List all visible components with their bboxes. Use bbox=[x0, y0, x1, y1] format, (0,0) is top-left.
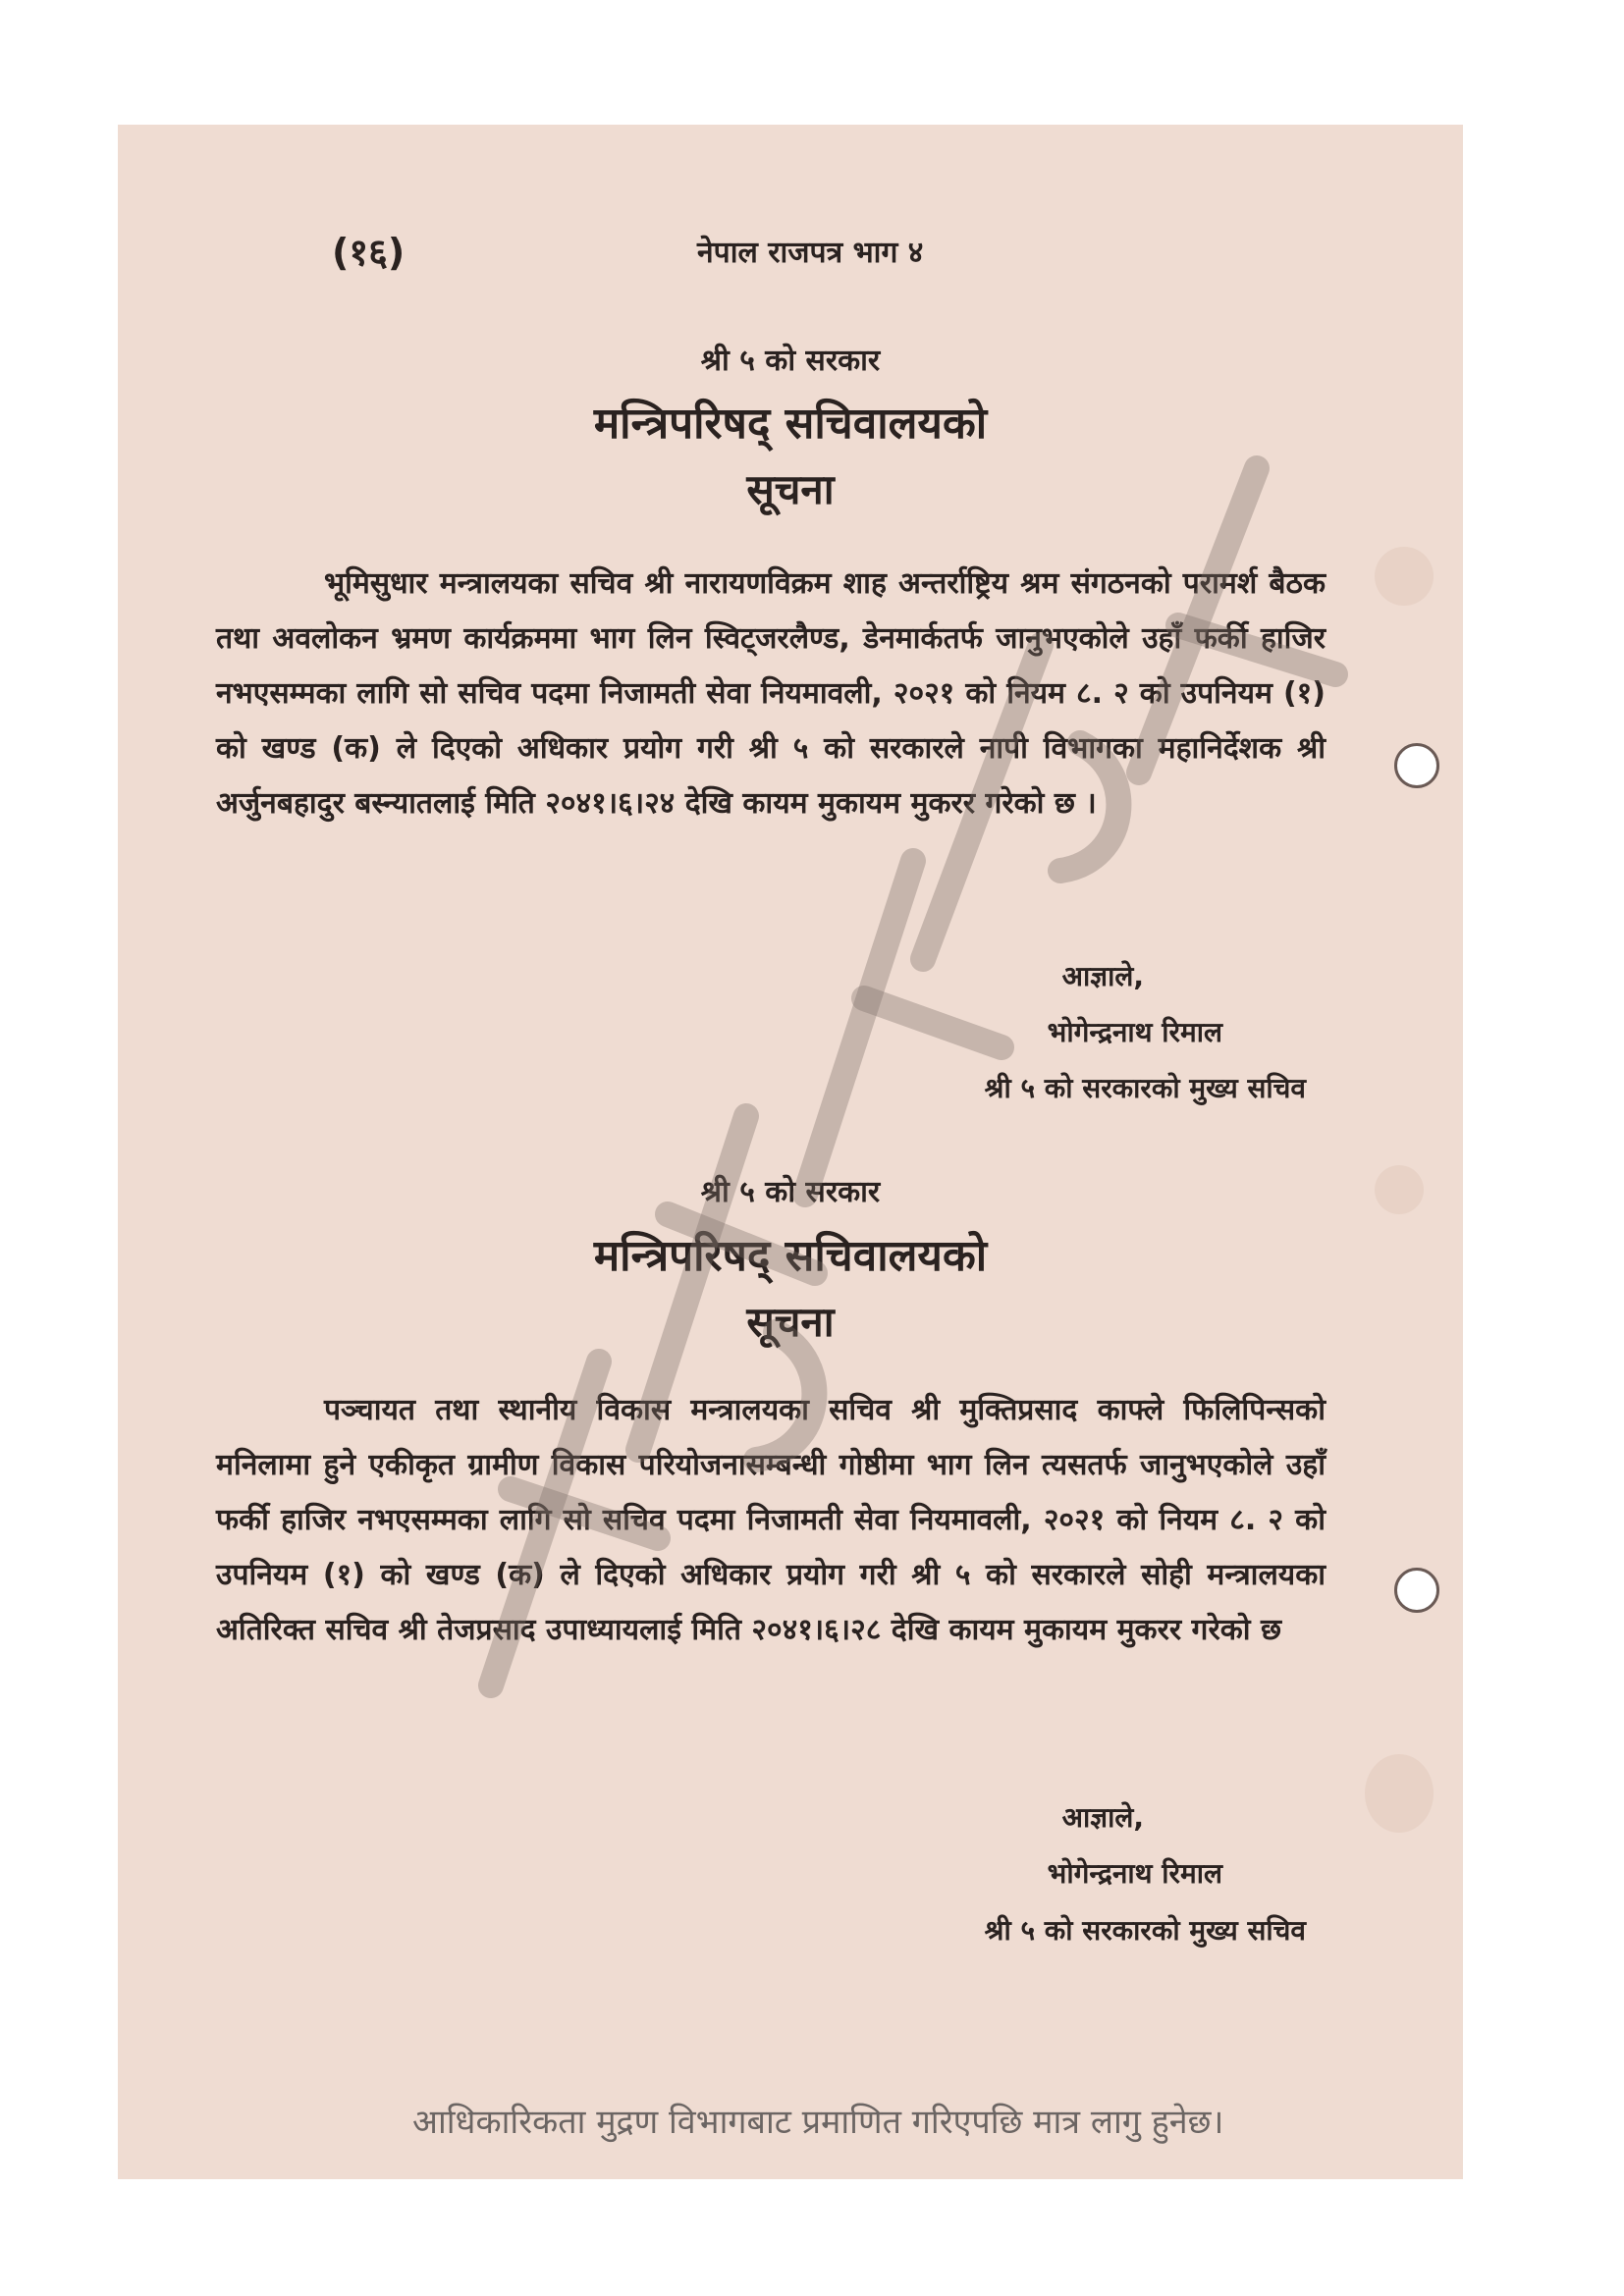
notice-2-by-order: आज्ञाले, bbox=[1061, 1801, 1144, 1834]
notice-1-signatory-name: भोगेन्द्रनाथ रिमाल bbox=[1047, 1016, 1222, 1048]
punch-hole bbox=[1394, 743, 1439, 788]
paper-stain bbox=[1375, 547, 1434, 606]
notice-1-body: भूमिसुधार मन्त्रालयका सचिव श्री नारायणविक्रम शाह अन्तर्राष्ट्रिय श्रम संगठनको परामर्श बैठक तथा अवलोकन भ्रमण कार्यक्रममा भाग लिन स्विट्जरलैण्ड, डेनमार्कतर्फ जानुभएकोले उहाँ फर्की हाजिर नभएसम्मका लागि सो सचिव पदमा निजामती सेवा नियमावली, २०२१ को नियम ८. २ को उपनियम (१) को खण्ड (क) ले दिएको अधिकार प्रयोग गरी श्री ५ को सरकारले नापी विभागका महानिर्देशक श्री अर्जुनबहादुर बस्न्यातलाई मिति २०४१।६।२४ देखि कायम मुकायम मुकरर गरेको छ । bbox=[216, 566, 1326, 821]
notice-2-body: पञ्चायत तथा स्थानीय विकास मन्त्रालयका सचिव श्री मुक्तिप्रसाद काफ्ले फिलिपिन्सको मनिलामा हुने एकीकृत ग्रामीण विकास परियोजनासम्बन्धी गोष्ठीमा भाग लिन त्यसतर्फ जानुभएकोले उहाँ फर्की हाजिर नभएसम्मका लागि सो सचिव पदमा निजामती सेवा नियमावली, २०२१ को नियम ८. २ को उपनियम (१) को खण्ड (क) ले दिएको अधिकार प्रयोग गरी श्री ५ को सरकारले सोही मन्त्रालयका अतिरिक्त सचिव श्री तेजप्रसाद उपाध्यायलाई मिति २०४१।६।२८ देखि कायम मुकायम मुकरर गरेको छ bbox=[216, 1393, 1326, 1647]
notice-1-by-order: आज्ञाले, bbox=[1061, 960, 1144, 992]
notice-1-secretariat: मन्त्रिपरिषद् सचिवालयको bbox=[593, 399, 988, 449]
notice-1-title: सूचना bbox=[746, 465, 835, 513]
gazette-page bbox=[118, 125, 1463, 2179]
notice-2-title: सूचना bbox=[746, 1298, 835, 1346]
page-number: (१६) bbox=[332, 231, 406, 274]
notice-2-signatory-designation: श्री ५ को सरकारको मुख्य सचिव bbox=[984, 1914, 1306, 1947]
notice-2-secretariat: मन्त्रिपरिषद् सचिवालयको bbox=[593, 1231, 988, 1281]
punch-hole bbox=[1394, 1568, 1439, 1613]
gazette-title: नेपाल राजपत्र भाग ४ bbox=[697, 236, 924, 270]
notice-1-signatory-designation: श्री ५ को सरकारको मुख्य सचिव bbox=[984, 1072, 1306, 1104]
paper-stain bbox=[1365, 1754, 1434, 1833]
notice-1-government: श्री ५ को सरकार bbox=[700, 344, 881, 378]
authenticity-footer-note: आधिकारिकता मुद्रण विभागबाट प्रमाणित गरिएपछि मात्र लागु हुनेछ। bbox=[412, 2103, 1224, 2142]
notice-2-government: श्री ५ को सरकार bbox=[700, 1175, 881, 1209]
notice-2-signatory-name: भोगेन्द्रनाथ रिमाल bbox=[1047, 1857, 1222, 1890]
